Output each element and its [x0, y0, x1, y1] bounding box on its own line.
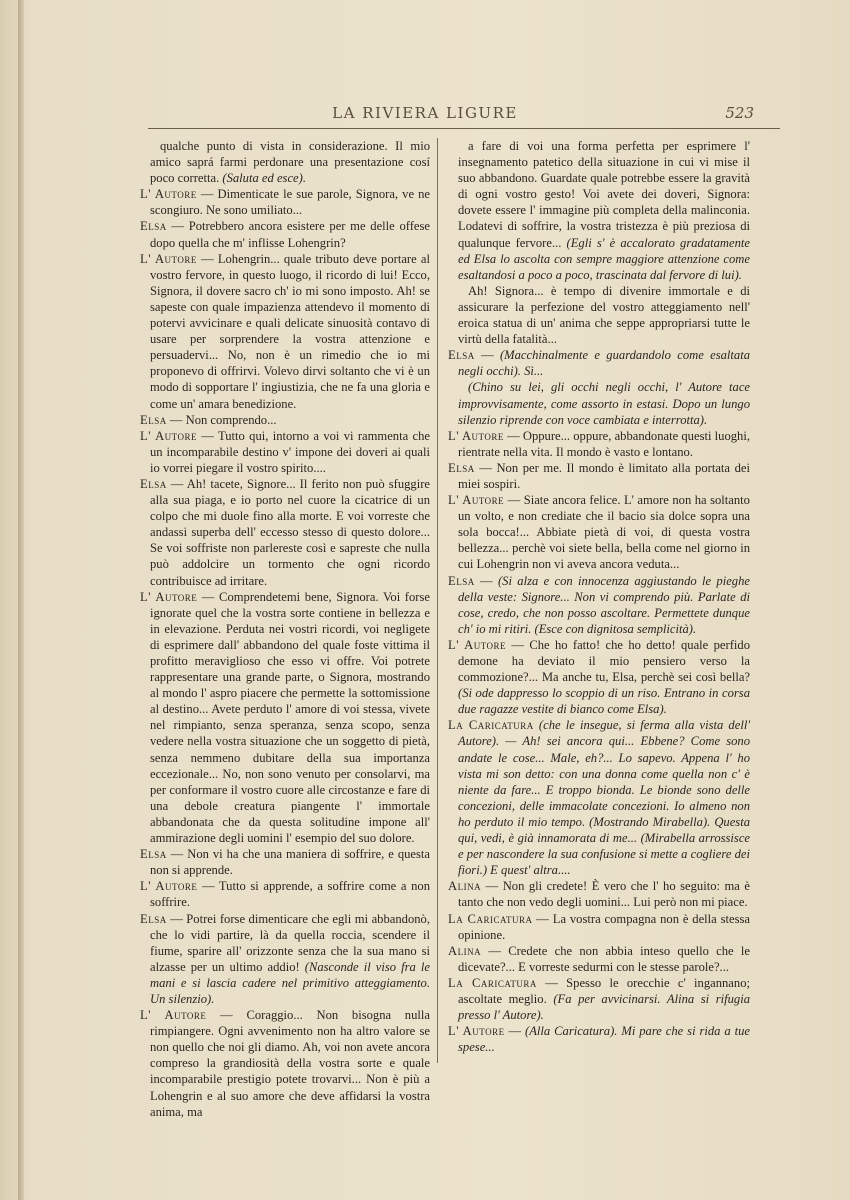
page-number: 523	[725, 104, 754, 122]
speaker-name: La Caricatura	[448, 975, 537, 990]
speaker-name: L' Autore	[140, 879, 198, 894]
header-rule	[148, 128, 780, 129]
dialogue-text: — Credete che non abbia inteso quello che le dicevate?... E vorreste sedurmi con le stesse parole?...	[458, 943, 750, 974]
speaker-name: L' Autore	[448, 493, 505, 508]
dialogue-paragraph	[448, 911, 750, 943]
speaker-name: Elsa	[140, 911, 167, 926]
dialogue-paragraph	[140, 218, 430, 250]
dialogue-paragraph	[448, 283, 750, 347]
dialogue-paragraph	[448, 460, 750, 492]
speaker-name: L' Autore	[140, 428, 198, 443]
dialogue-text: — Non vi ha che una maniera di soffrire, e questa non si apprende.	[150, 847, 430, 878]
dialogue-text: — Non gli credete! È vero che l' ho seguito: ma è tanto che non vedo degli uomini... Lui però non mi piace.	[458, 879, 750, 910]
speaker-name: Elsa	[448, 460, 475, 475]
stage-direction: (Egli s' è accalorato gradatamente ed Elsa lo ascolta con sempre maggiore attenzione come esaltandosi a poco a poco, trascinata dal fervore di lui).	[458, 235, 750, 282]
speaker-name: Elsa	[448, 348, 475, 363]
dialogue-text: — Oppure... oppure, abbandonate questi luoghi, rientrate nella vita. Il mondo è vasto e lontano.	[458, 428, 750, 459]
dialogue-text: Ah! Signora... è tempo di divenire immortale e di assicurare la perfezione del vostro atteggiamento nell' eroica statua di un' anima che seppe appropriarsi tutte le virtù della fatalità...	[458, 283, 750, 347]
dialogue-text: —	[504, 1024, 526, 1039]
speaker-name: Elsa	[140, 847, 167, 862]
speaker-name: La Caricatura	[448, 718, 534, 733]
dialogue-text: a fare di voi una forma perfetta per esprimere l' insegnamento patetico della situazione in cui vi mise il suo abbandono. Guardate quale potrebbe essere la gravità di ogni vostro gesto! Voi avete dei doveri, Signora: dovete essere l' immagine più completa della malinconia. Lodatevi di soffrire, la vostra tristezza è più preziosa di qualunque fervore...	[458, 139, 750, 250]
dialogue-paragraph	[448, 492, 750, 572]
speaker-name: Elsa	[140, 476, 167, 491]
stage-direction: (Macchinalmente e guardandolo come esaltata negli occhi). Sì...	[458, 348, 751, 379]
dialogue-text: — Coraggio... Non bisogna nulla rimpiangere. Ogni avvenimento non ha altro valore se non quello che noi gli diamo. Ah, voi non avete ancora compreso la grandiosità della vostra sorte e quale incomparabile prestigio potete trovarvi... Non è più a Lohengrin e al suo amore che deve affidarsi la vostra anima, ma	[150, 1008, 430, 1119]
speaker-name: Alina	[448, 879, 482, 894]
dialogue-text: — Comprendetemi bene, Signora. Voi forse ignorate quel che la vostra sorte contiene in bellezza e in elevazione. Perduta nei vostri ricordi, voi negligete di esprimere dall' abbandono del quale foste vittima il profitto meraviglioso che esso vi offre. Voi potrete rappresentare una grande parte, o Signora, mostrando al mondo l' aspro piacere che permette la sottomissione al destino... Avete perduto l' amore di voi stessa, vivete nel rimpianto, senza speranza, senza scopo, senza vedere nella vostra situazione che un soggetto di pietà, senza nemmeno dubitare della sua importanza eccezionale... No, non sono venuto per consolarvi, ma per conformare il vostro cuore alle circostanze e fare di una debole creatura piangente l' immortale abbandonata che da questa solitudine impone all' ammirazione degli uomini l' esempio del suo dolore.	[150, 589, 430, 846]
dialogue-text: — Siate ancora felice. L' amore non ha soltanto un volto, e non crediate che il bacio sia dolce sopra una sola bocca!... Abbiate pietà di voi, di questa vostra bellezza... perchè voi siete bella, bella come nel giorno in cui Lohengrin non vi aveva ancora veduta...	[458, 493, 750, 572]
speaker-name: L' Autore	[140, 1008, 207, 1023]
dialogue-paragraph	[140, 476, 430, 589]
speaker-name: L' Autore	[448, 428, 504, 443]
speaker-name: L' Autore	[140, 589, 198, 604]
stage-direction: (Saluta ed esce).	[222, 171, 306, 186]
right-column	[448, 138, 750, 1055]
speaker-name: L' Autore	[448, 1024, 505, 1039]
left-column	[140, 138, 430, 1120]
dialogue-text: qualche punto di vista in considerazione. Il mio amico saprá farmi perdonare una presentazione cosí poco corretta.	[150, 139, 430, 186]
column-divider	[437, 138, 438, 1063]
stage-direction: (che le insegue, si ferma alla vista dell' Autore). — Ah! sei ancora qui... Ebbene? Come sono andate le cose... Male, eh?... Lo sapevo. Appena l' ho vista mi son detto: con una donna come quella non c' è niente da fare... E troppo bionda. Le bionde sono delle concezioni, delle immacolate concezioni. Io almeno non ho perduto il mio tempo. (Mostrando Mirabella). Questa qui, vedi, è già innamorata di me... (Mirabella arrossisce e per nascondere la sua confusione si mette a cogliere dei fiori.) E quest' altra....	[458, 718, 751, 878]
dialogue-paragraph	[140, 412, 430, 428]
dialogue-text: — Lohengrin... quale tributo deve portare al vostro fervore, in questo luogo, il ricordo di lui! Ecco, Signora, il dovere sacro ch' io mi sono imposto. Ah! se sapeste con quale impazienza attendevo il momento di potervi avvicinare e quali delicate sinuosità contavo di usare per sorprendere la vostra attenzione e persuadervi... No, non è un rimedio che io mi proponevo di offrirvi. Volevo dirvi soltanto che vi è un modo di sopportare l' ingiustizia, che ne fa una gloria e come un' amara benedizione.	[150, 251, 430, 411]
dialogue-text: — Spesso le orecchie c' ingannano; ascoltate meglio.	[458, 975, 750, 1006]
dialogue-paragraph	[140, 251, 430, 412]
speaker-name: Elsa	[140, 219, 167, 234]
dialogue-text: — Tutto si apprende, a soffrire come a non soffrire.	[150, 879, 430, 910]
dialogue-text: — Potrei forse dimenticare che egli mi abbandonò, che lo vidi partire, là da quella roccia, scendere il fiume, sparire all' orizzonte senza che la sua mano si alzasse per un ultimo addio!	[150, 911, 430, 974]
dialogue-text: — Dimenticate le sue parole, Signora, ve ne scongiuro. Ne sono umiliato...	[150, 187, 430, 218]
dialogue-paragraph	[448, 943, 750, 975]
dialogue-paragraph	[448, 379, 750, 427]
speaker-name: Elsa	[448, 573, 475, 588]
running-header: LA RIVIERA LIGURE	[332, 104, 518, 122]
dialogue-paragraph	[448, 428, 750, 460]
dialogue-paragraph	[140, 589, 430, 847]
dialogue-paragraph	[140, 428, 430, 476]
dialogue-paragraph	[448, 573, 750, 637]
dialogue-paragraph	[448, 1023, 750, 1055]
stage-direction: (Si ode dappresso lo scoppio di un riso. Entrano in corsa due ragazze vestite di bianco come Elsa).	[458, 686, 750, 717]
stage-direction: (Si alza e con innocenza aggiustando le pieghe della veste: Signore... Non vi comprendo più. Parlate di cose, credo, che non posso ascoltare. Permettete dunque ch' io mi ritiri. (Esce con dignitosa semplicità).	[458, 573, 750, 636]
dialogue-paragraph	[140, 186, 430, 218]
dialogue-text: — La vostra compagna non è della stessa opinione.	[458, 911, 750, 942]
stage-direction: (Fa per avvicinarsi. Alina si rifugia presso l' Autore).	[458, 991, 750, 1023]
dialogue-text: — Non comprendo...	[166, 412, 277, 427]
dialogue-text: —	[474, 348, 500, 363]
speaker-name: L' Autore	[140, 251, 197, 266]
dialogue-paragraph	[448, 878, 750, 910]
speaker-name: L' Autore	[140, 187, 197, 202]
dialogue-paragraph	[140, 1007, 430, 1120]
dialogue-paragraph	[140, 846, 430, 878]
speaker-name: La Caricatura	[448, 911, 533, 926]
dialogue-text: — Potrebbero ancora esistere per me delle offese dopo quella che m' inflisse Lohengrin?	[150, 219, 430, 250]
dialogue-text: — Tutto qui, intorno a voi vi rammenta che un incomparabile destino v' impone dei doveri ai quali io vorrei piegare il vostro spirito....	[150, 428, 430, 475]
speaker-name: L' Autore	[448, 637, 507, 652]
dialogue-paragraph	[448, 138, 750, 283]
dialogue-text: — Ah! tacete, Signore... Il ferito non può sfuggire alla sua piaga, e io porto nel cuore la cicatrice di un colpo che mi duole fino alla morte. E voi vorreste che andassi superba dell' eccesso stesso di questo dolore... Se voi soffriste non parlereste così e sapreste che nulla può addolcire un tormento che ogni ricordo contribuisce ad irritare.	[150, 476, 430, 588]
dialogue-paragraph	[448, 637, 750, 717]
book-gutter	[18, 0, 24, 1200]
dialogue-paragraph	[448, 717, 750, 878]
stage-direction: (Nasconde il viso fra le mani e si lascia cadere nel primitivo atteggiamento. Un silenzio).	[150, 959, 430, 1006]
dialogue-paragraph	[448, 975, 750, 1023]
dialogue-text: —	[474, 573, 498, 588]
speaker-name: Elsa	[140, 412, 167, 427]
dialogue-paragraph	[140, 878, 430, 910]
dialogue-text: — Che ho fatto! che ho detto! quale perfido demone ha deviato il mio pensiero verso la commozione?... Ma anche tu, Elsa, perchè sei così bella?	[458, 637, 750, 685]
dialogue-paragraph	[448, 347, 750, 379]
dialogue-paragraph	[140, 138, 430, 186]
dialogue-paragraph	[140, 911, 430, 1008]
dialogue-text: — Non per me. Il mondo è limitato alla portata dei miei sospiri.	[458, 460, 750, 491]
stage-direction: (Chino su lei, gli occhi negli occhi, l' Autore tace improvvisamente, come assorto in estasi. Dopo un lungo silenzio riprende con voce cambiata e interrotta).	[458, 380, 750, 427]
stage-direction: (Alla Caricatura). Mi pare che si rida a tue spese...	[458, 1024, 750, 1055]
speaker-name: Alina	[448, 943, 482, 958]
